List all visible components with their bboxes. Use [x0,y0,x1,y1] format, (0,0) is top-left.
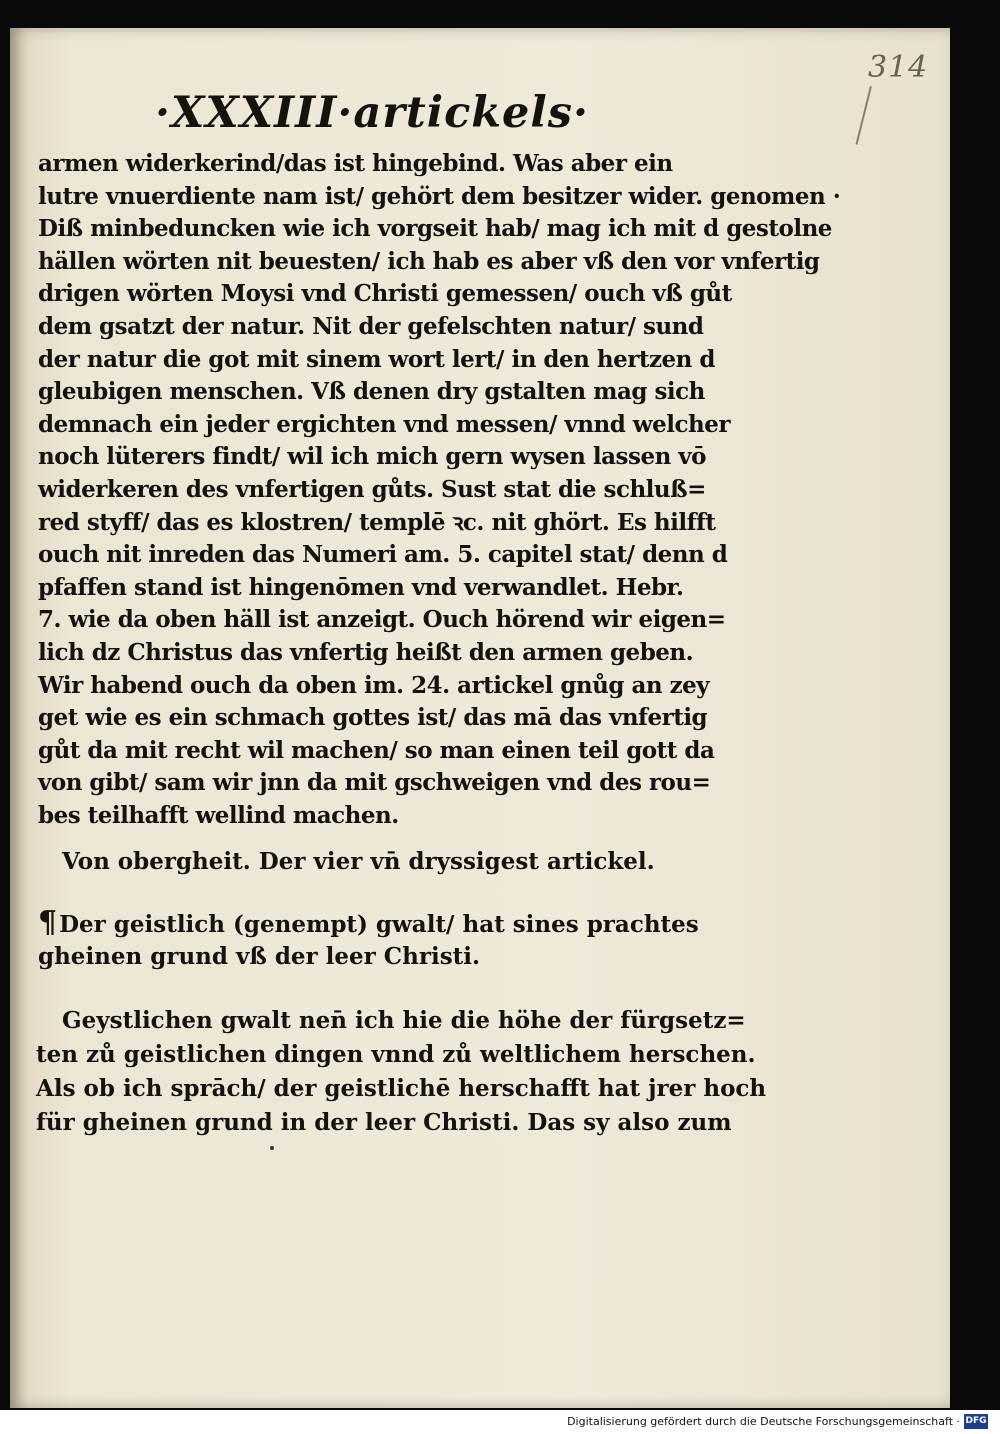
text-line: von gibt/ sam wir jnn da mit gschweigen vnd des rou= [38,769,711,797]
text-line: hällen wörten nit beuesten/ ich hab es aber vß den vor vnfertig [38,247,820,275]
text-line: widerkeren des vnfertigen gůts. Sust stat die schluß= [38,475,706,503]
text-line: ouch nit inreden das Numeri am. 5. capitel stat/ denn d [38,541,728,569]
text-line: lich dz Christus das vnfertig heißt den armen geben. [38,638,694,666]
text-line: drigen wörten Moysi vnd Christi gemessen/ ouch vß gůt [38,280,732,308]
text-line: noch lüterers findt/ wil ich mich gern wysen lassen vō [38,443,707,471]
text-line: get wie es ein schmach gottes ist/ das mā das vnfertig [38,704,708,732]
thesis-statement [38,906,758,974]
text-line: red styff/ das es klostren/ templē ꝛc. nit ghört. Es hilfft [38,508,716,536]
text-line: Wir habend ouch da oben im. 24. artickel gnůg an zey [38,671,710,699]
text-line: bes teilhafft wellind machen. [38,801,399,829]
footer-bar [0,1410,1000,1434]
text-line: 7. wie da oben häll ist anzeigt. Ouch hörend wir eigen= [38,606,726,634]
text-line: für gheinen grund in der leer Christi. Das sy also zum [36,1109,732,1136]
text-line: dem gsatzt der natur. Nit der gefelschten natur/ sund [38,312,704,340]
text-line: lutre vnuerdiente nam ist/ gehört dem besitzer wider. genomen · [38,182,841,210]
text-line: Als ob ich sprāch/ der geistlichē herschafft hat jrer hoch [36,1075,767,1102]
running-head: ·XXXIII·artickels· [155,88,589,138]
text-line: Diß minbeduncken wie ich vorgseit hab/ mag ich mit d gestolne [38,215,832,243]
text-line: Geystlichen gwalt nen̄ ich hie die höhe der fürgsetz= [62,1007,746,1034]
text-line: ten zů geistlichen dingen vnnd zů weltlichem herschen. [36,1041,756,1068]
exposition-paragraph [36,1004,782,1140]
text-line: armen widerkerind/das ist hingebind. Was aber ein [38,150,673,177]
text-line: gůt da mit recht wil machen/ so man einen teil gott da [38,736,715,764]
text-line [38,906,758,940]
text-line: demnach ein jeder ergichten vnd messen/ vnnd welcher [38,410,730,438]
pilcrow-icon: ¶ [38,905,58,940]
text-line: der natur die got mit sinem wort lert/ in den hertzen d [38,345,715,373]
funding-credit: Digitalisierung gefördert durch die Deutsche Forschungsgemeinschaft · [567,1415,960,1428]
dfg-logo[interactable]: DFG [964,1414,988,1429]
folio-number: 314 [868,50,929,85]
body-paragraph [38,148,841,832]
text-line: pfaffen stand ist hingenōmen vnd verwandlet. Hebr. [38,573,684,601]
ink-dot [270,1146,274,1150]
article-heading: Von obergheit. Der vier vn̄ dryssigest artickel. [62,848,655,875]
thesis-text: Der geistlich (genempt) gwalt/ hat sines prachtes [59,911,699,938]
text-line: gheinen grund vß der leer Christi. [38,943,481,970]
text-line: gleubigen menschen. Vß denen dry gstalten mag sich [38,378,705,406]
